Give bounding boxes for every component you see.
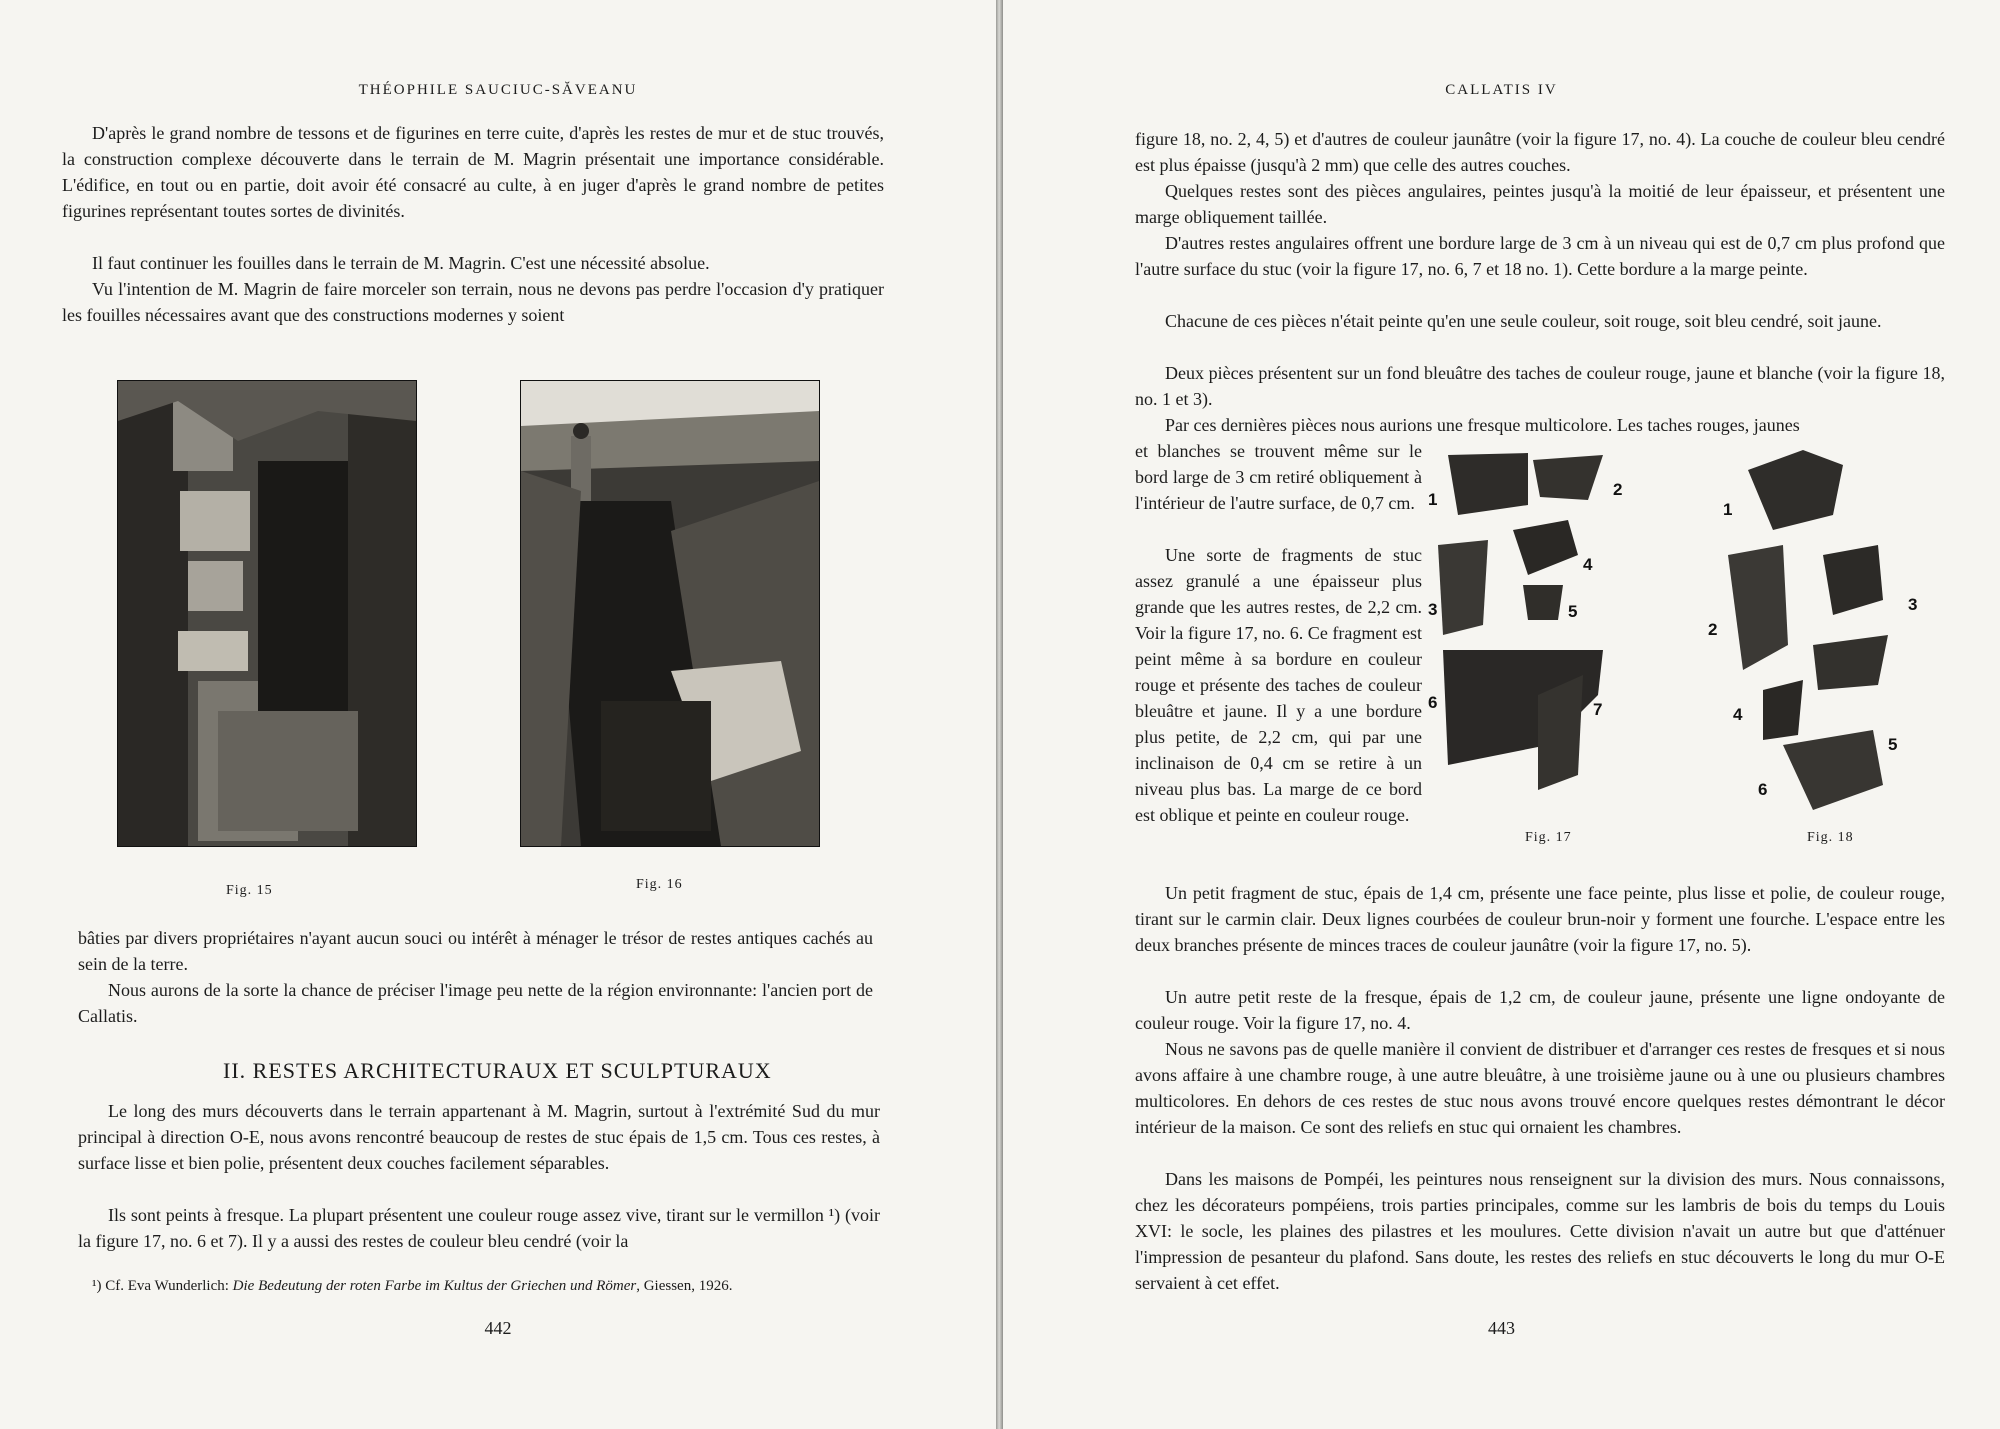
fig18-label: 5: [1888, 735, 1898, 754]
paragraph: Quelques restes sont des pièces angulaires, peintes jusqu'à la moitié de leur épaisseur, et présentent une marge obliquement taillée.: [1135, 181, 1945, 227]
fig18-caption: Fig. 18: [1807, 830, 1854, 845]
fig17-caption: Fig. 17: [1525, 830, 1572, 845]
fig18-label: 3: [1908, 595, 1918, 614]
paragraph: Le long des murs découverts dans le terrain appartenant à M. Magrin, surtout à l'extrémité Sud du mur principal à direction O-E, nous avons rencontré beaucoup de restes de stuc épais de 1,5 cm. Tous ces restes, à surface lisse et bien polie, présentent deux couches facilement séparables.: [78, 1101, 880, 1173]
footnote-prefix: ¹) Cf. Eva Wunderlich:: [92, 1278, 233, 1294]
footnote-title: Die Bedeutung der roten Farbe im Kultus der Griechen und Römer: [232, 1278, 637, 1294]
paragraph: Chacune de ces pièces n'était peinte qu'en une seule couleur, soit rouge, soit bleu cendré, soit jaune.: [1165, 311, 1882, 331]
paragraph: Il faut continuer les fouilles dans le terrain de M. Magrin. C'est une nécessité absolue.: [92, 253, 710, 273]
fig18-label: 1: [1723, 500, 1733, 519]
fig17-label: 6: [1428, 693, 1438, 712]
section-title: II. RESTES ARCHITECTURAUX ET SCULPTURAUX: [223, 1058, 772, 1083]
fig17-label: 7: [1593, 700, 1603, 719]
fig17-fragments: [1428, 445, 1683, 835]
paragraph: Deux pièces présentent sur un fond bleuâtre des taches de couleur rouge, jaune et blanche (voir la figure 18, no. 1 et 3).: [1135, 363, 1945, 409]
fig17-label: 1: [1428, 490, 1438, 509]
fig15-caption: Fig. 15: [226, 883, 273, 898]
paragraph: Ils sont peints à fresque. La plupart présentent une couleur rouge assez vive, tirant sur le vermillon ¹) (voir la figure 17, no. 6 et 7). Il y a aussi des restes de couleur bleu cendré (voir la: [78, 1205, 880, 1251]
paragraph: Par ces dernières pièces nous aurions une fresque multicolore. Les taches rouges, jaunes: [1165, 415, 1800, 435]
running-head-left: THÉOPHILE SAUCIUC-SĂVEANU: [358, 82, 638, 98]
running-head-right: CALLATIS IV: [1445, 82, 1558, 98]
paragraph: bâties par divers propriétaires n'ayant aucun souci ou intérêt à ménager le trésor de restes antiques cachés au sein de la terre.: [78, 928, 873, 974]
paragraph: Dans les maisons de Pompéi, les peintures nous renseignent sur la division des murs. Nous connaissons, chez les décorateurs pompéiens, trois parties principales, comme sur les lambris de bois du temps du Louis XVI: le socle, les plaines des pilastres et les moulures. Cette division n'avait un autre but que d'atténuer l'impression de pesanteur du plafond. Sans doute, les restes des reliefs en stuc découverts le long du mur O-E servaient à cet effet.: [1135, 1169, 1945, 1293]
footnote-suffix: , Giessen, 1926.: [636, 1278, 733, 1294]
book-spine: [996, 0, 1003, 1429]
paragraph: Nous aurons de la sorte la chance de préciser l'image peu nette de la région environnante: l'ancien port de Callatis.: [78, 980, 873, 1026]
paragraph: Vu l'intention de M. Magrin de faire morceler son terrain, nous ne devons pas perdre l'occasion d'y pratiquer les fouilles nécessaires avant que des constructions modernes y soient: [62, 279, 884, 325]
fig17-label: 3: [1428, 600, 1438, 619]
right-page: [1003, 0, 2000, 1429]
paragraph: Un petit fragment de stuc, épais de 1,4 cm, présente une face peinte, plus lisse et polie, de couleur rouge, tirant sur le carmin clair. Deux lignes courbées de couleur brun-noir y forment une fourche. L'espace entre les deux branches présente de minces traces de couleur jaunâtre (voir la figure 17, no. 5).: [1135, 883, 1945, 955]
paragraph: Une sorte de fragments de stuc assez granulé a une épaisseur plus grande que les autres restes, de 2,2 cm. Voir la figure 17, no. 6. Ce fragment est peint même à sa bordure en couleur rouge et présente des taches de couleur bleuâtre et jaune. Il y a une bordure plus petite, de 2,2 cm, qui par une inclinaison de 0,4 cm se retire à un niveau plus bas. La marge de ce bord est oblique et peinte en couleur rouge.: [1135, 545, 1422, 825]
fig18-label: 6: [1758, 780, 1768, 799]
paragraph: D'autres restes angulaires offrent une bordure large de 3 cm à un niveau qui est de 0,7 cm plus profond que l'autre surface du stuc (voir la figure 17, no. 6, 7 et 18 no. 1). Cette bordure a la marge peinte.: [1135, 233, 1945, 279]
page-number-left: 442: [484, 1318, 512, 1338]
fig15-photo: [117, 380, 417, 847]
footnote: [92, 1276, 892, 1296]
fig17-label: 4: [1583, 555, 1593, 574]
fig16-photo: [520, 380, 820, 847]
page-number-right: 443: [1488, 1318, 1515, 1338]
fig18-label: 4: [1733, 705, 1743, 724]
paragraph: Nous ne savons pas de quelle manière il convient de distribuer et d'arranger ces restes de fresques et si nous avons affaire à une chambre rouge, à une autre bleuâtre, à une troisième jaune ou à une ou plusieurs chambres multicolores. En dehors de ces restes de stuc nous avons trouvé encore quelques restes démontrant le décor intérieur de la maison. Ce sont des reliefs en stuc qui ornaient les chambres.: [1135, 1039, 1945, 1137]
paragraph: D'après le grand nombre de tessons et de figurines en terre cuite, d'après les restes de mur et de stuc trouvés, la construction complexe découverte dans le terrain de M. Magrin présentait une importance considérable. L'édifice, en tout ou en partie, doit avoir été consacré au culte, à en juger d'après le grand nombre de petites figurines représentant toutes sortes de divinités.: [62, 123, 884, 221]
left-page: [0, 0, 996, 1429]
fig16-caption: Fig. 16: [636, 877, 683, 892]
fig17-label: 5: [1568, 602, 1578, 621]
fig17-label: 2: [1613, 480, 1623, 499]
paragraph: figure 18, no. 2, 4, 5) et d'autres de couleur jaunâtre (voir la figure 17, no. 4). La couche de couleur bleu cendré est plus épaisse (jusqu'à 2 mm) que celle des autres couches.: [1135, 129, 1945, 175]
paragraph: Un autre petit reste de la fresque, épais de 1,2 cm, de couleur jaune, présente une ligne ondoyante de couleur rouge. Voir la figure 17, no. 4.: [1135, 987, 1945, 1033]
paragraph: et blanches se trouvent même sur le bord large de 3 cm retiré obliquement à l'intérieur de l'autre surface, de 0,7 cm.: [1135, 441, 1422, 513]
fig18-fragments: [1703, 445, 1953, 835]
fig18-label: 2: [1708, 620, 1718, 639]
